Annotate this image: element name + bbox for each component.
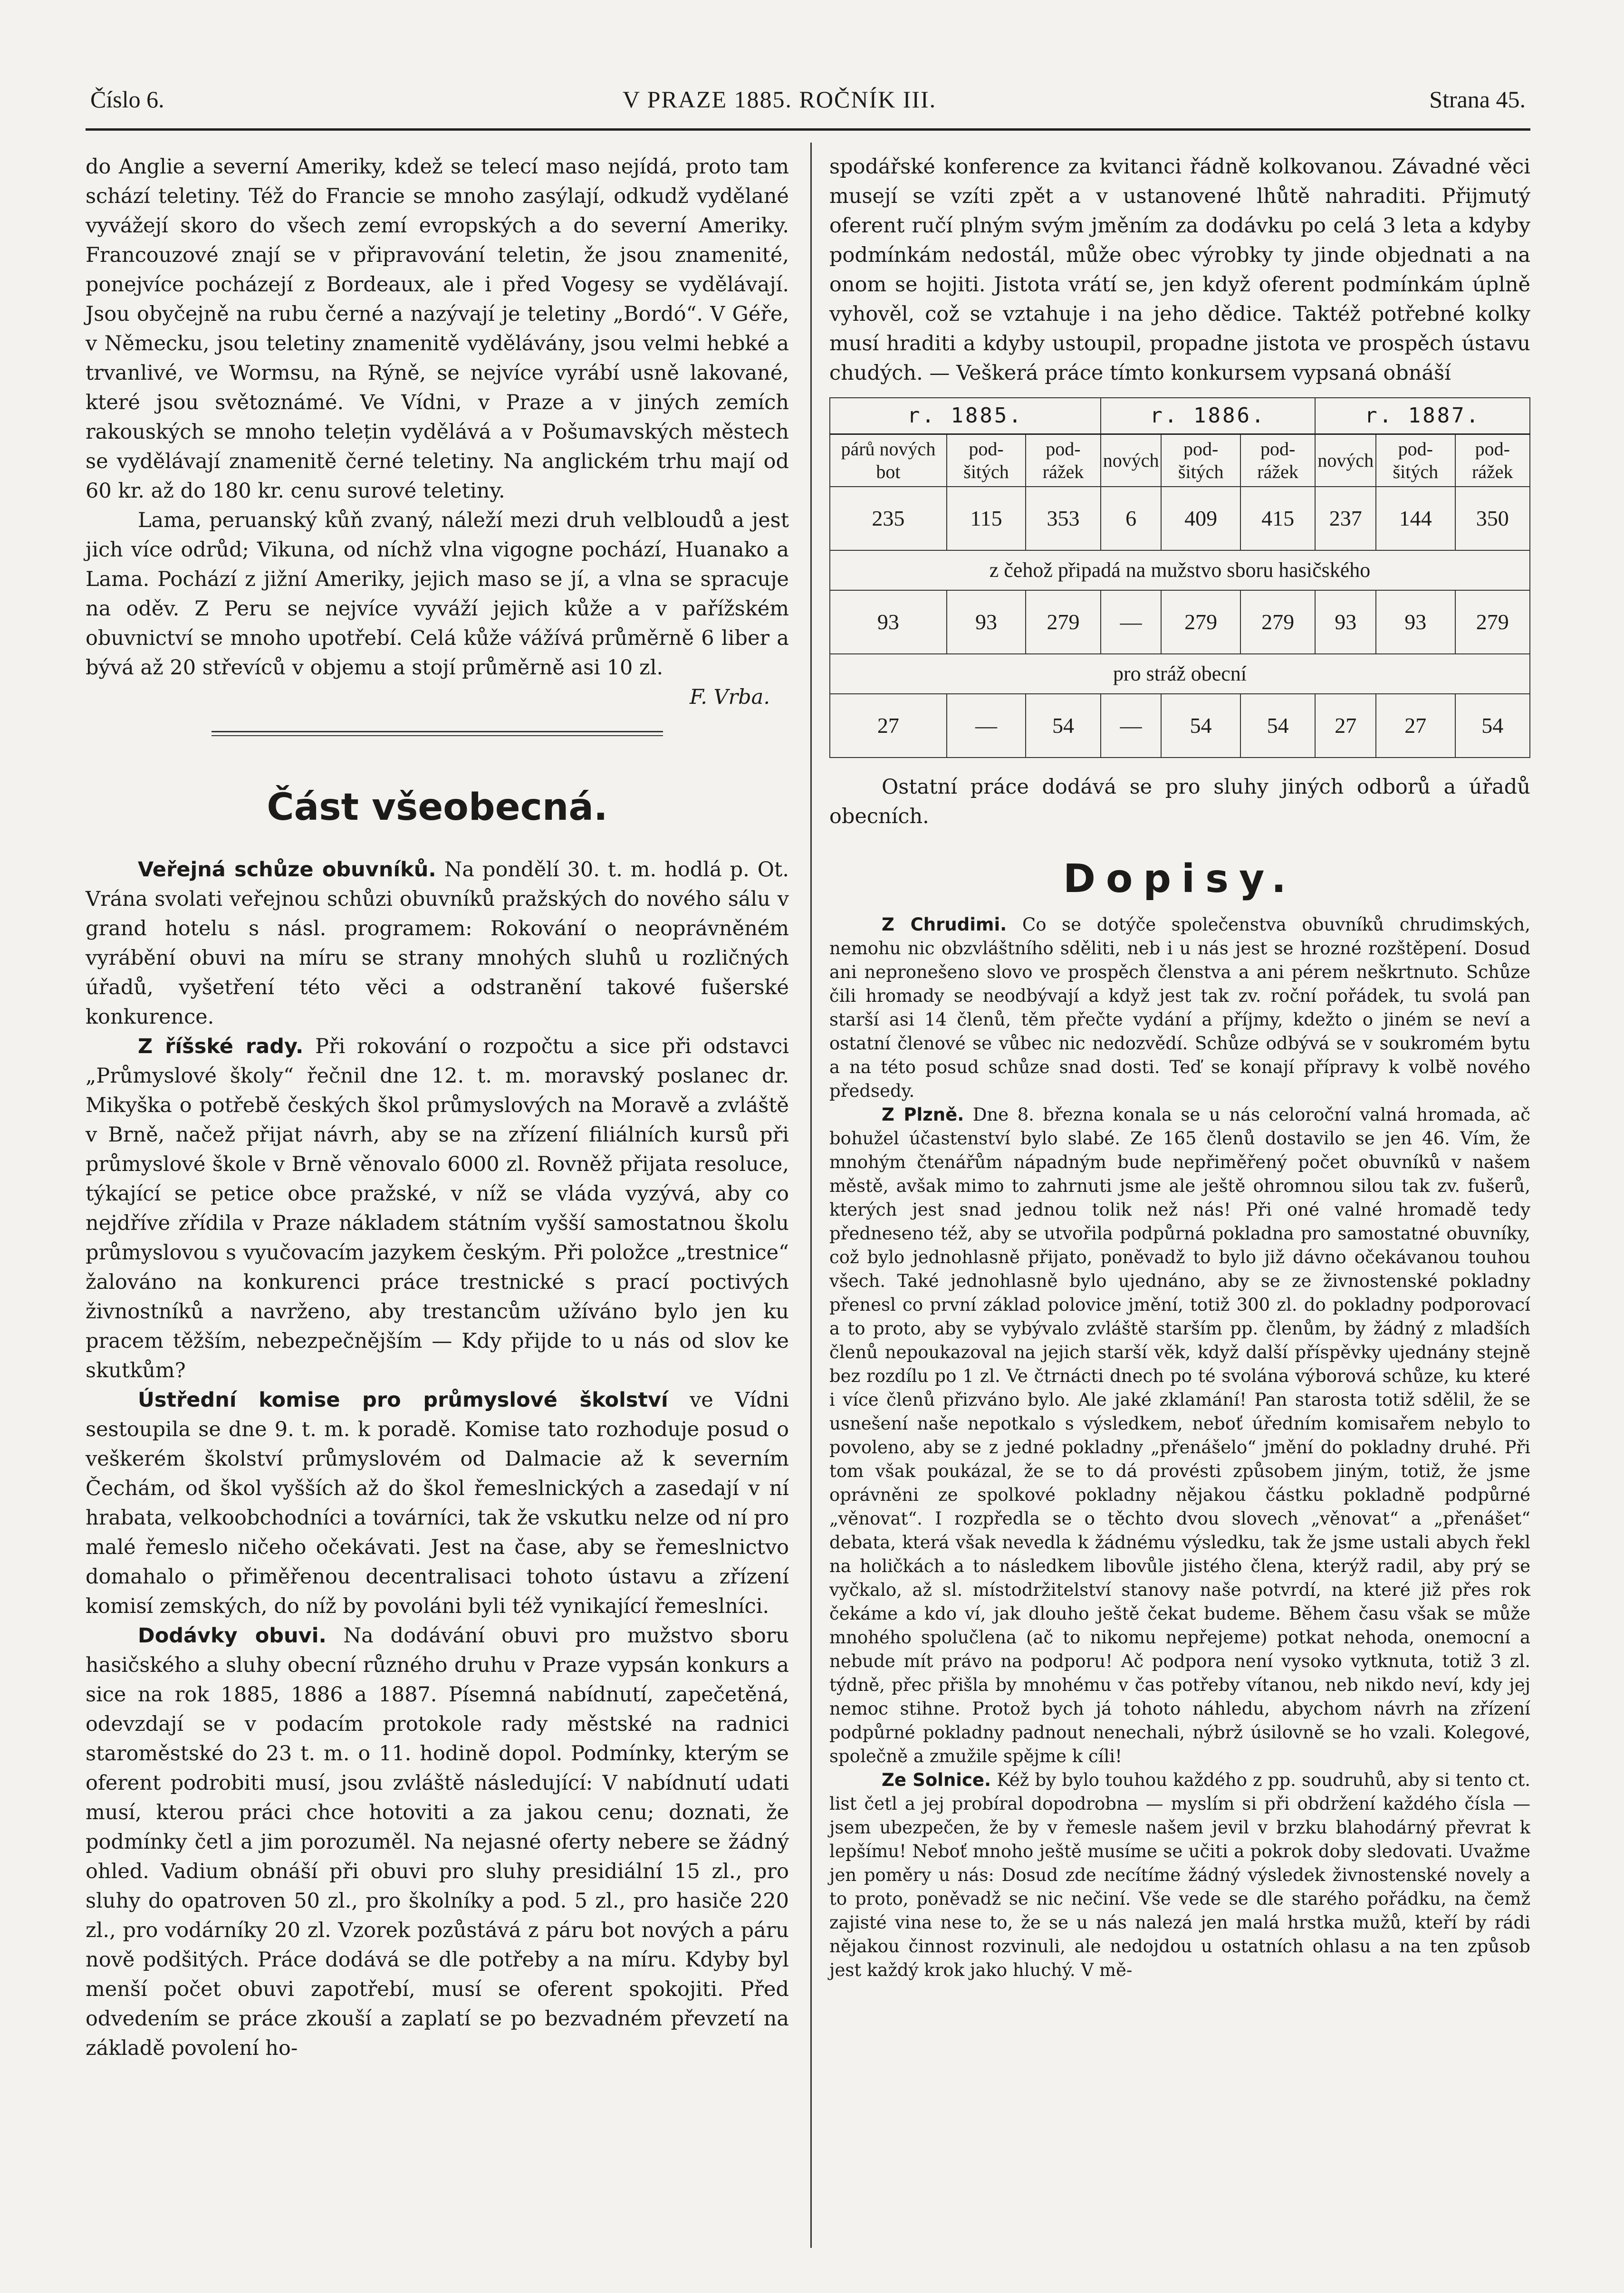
solnice-text: Kéž by bylo touhou každého z pp. soudruhů, aby si tento ct. list četl a jej probíral dopodrobna — myslím si při obdržení každého čísla — jsem ubezpečen, že by v řemesle našem jevil v brzku blahodárný převrat k lepšímu! Neboť mnoho ještě musíme se učiti a pokrok doby sledovati. Uvažme jen poměry u nás: Dosud zde necítíme žádný výsledek živnostenské novely a to proto, poněvadž se nic nečiní. Vše vede se dle starého pořádku, na čemž zajisté vina nese to, že se u nás nalezá jen malá hrstka mužů, kteří by rádi nějakou činnost rozvinuli, ale nedojdou u ostatních ohlasu a na ten způsob jest každý krok jako hluchý. V mě- [829,1770,1530,1980]
komise-lead: Ústřední komise pro průmyslové školství [138,1388,668,1412]
header-novych: nových [1315,434,1376,487]
letters-section [829,913,1530,1982]
solnice-lead: Ze Solnice. [882,1770,991,1790]
page-header [86,71,1530,114]
table-year-row [830,398,1530,434]
table-cell: 93 [830,590,947,654]
article-schuze [86,855,789,1032]
article-dodavky [86,1621,789,2063]
header-podsitych: pod-šitých [947,434,1026,487]
table-cell: 409 [1161,487,1240,550]
dopisy-title: Dopisy. [1063,856,1297,902]
letter-plzen [829,1103,1530,1768]
chrudim-text: Co se dotýče společenstva obuvníků chrudimských, nemohu nic obzvláštního sděliti, neb i u nás jest se hrozné rozštěpení. Dosud ani nepronešeno slovo ve prospěch členstva a ani pérem neškrtnuto. Schůze čili hromady se neodbývají a když jest tak zv. roční pořádek, tu svolá pan starší asi 14 členů, těm přečte vydání a příjmy, kdežto o jiném se neví a ostatní členové se vůbec nic nedozvědí. Schůze odbývá se v soukromém bytu a na této posud schůze snad dosti. Teď se konají přípravy k volbě nového předsedy. [829,914,1530,1101]
article-komise [86,1385,789,1621]
table-cell: 6 [1101,487,1162,550]
section-divider [211,731,663,736]
header-pairs: párů nových bot [830,434,947,487]
table-cell: — [947,694,1026,758]
column-divider [810,143,812,2248]
left-column [86,152,789,2063]
header-novych: nových [1101,434,1162,487]
table-cell: 27 [1376,694,1455,758]
masthead-title: V PRAZE 1885. ROČNÍK III. [623,86,937,113]
letter-chrudim [829,913,1530,1103]
section-title: Část všeobecná. [267,786,608,829]
table-row-hasic [830,590,1530,654]
table-cell: 93 [1315,590,1376,654]
article-rady [86,1032,789,1385]
header-razek: pod-rážek [1455,434,1530,487]
supply-table [829,397,1530,758]
komise-text: ve Vídni sestoupila se dne 9. t. m. k poradě. Komise tato rozhoduje posud o veškerém školství průmyslovém od Dalmacie až k severním Čechám, od škol vyšších až do škol řemeslnických a zasedají v ní hrabata, velkoobchodníci a továrníci, tak že vskutku nelze od ní pro malé řemeslo ničeho očekávati. Jest na čase, aby se řemeslnictvo domahalo o přiměřenou decentralisaci tohoto ústavu a zřízení komisí zemských, do níž by povoláni byli též vynikající řemeslníci. [86,1388,789,1618]
paragraph-teletiny: do Anglie a severní Ameriky, kdež se telecí maso nejídá, proto tam schází teletiny. Též do Francie se mnoho zasýlají, odkudž vydělané vyvážejí skoro do všech zemí evropských a do severní Ameriky. Francouzové znají se v připravování teletin, že jsou znamenité, ponejvíce pocházejí z Bordeaux, ale i před Vogesy se vydělávají. Jsou obyčejně na rubu černé a nazývají je teletiny „Bordó“. V Géře, v Německu, jsou teletiny znamenitě vydělávány, jsou velmi hebké a trvanlivé, ve Wormsu, na Rýně, se nejvíce vyrábí usně lakované, které jsou světoznámé. Ve Vídni, v Praze a v jiných zemích rakouských se mnoho telețin vydělává a v Pošumavských městech se vydělávají znamenitě černé teletiny. Na anglickém trhu mají od 60 kr. až do 180 kr. cenu surové teletiny. [86,155,789,503]
table-cell: 235 [830,487,947,550]
chrudim-lead: Z Chrudimi. [882,914,1007,935]
table-cell: 115 [947,487,1026,550]
hasic-caption: z čehož připadá na mužstvo sboru hasičského [830,550,1530,590]
page-number: Strana 45. [1429,86,1526,113]
header-rule [86,128,1530,131]
table-cell: 27 [830,694,947,758]
table-cell: 54 [1240,694,1315,758]
author-signature: F. Vrba. [690,685,770,709]
table-row-totals [830,487,1530,550]
table-cell: 54 [1455,694,1530,758]
rady-text: Při rokování o rozpočtu a sice při odstavci „Průmyslové školy“ řečnil dne 12. t. m. moravský poslanec dr. Mikyška o potřebě českých škol průmyslových na Moravě a zvláště v Brně, načež přijat návrh, aby se na zřízení filiálních kursů při průmyslové škole v Brně věnovalo 6000 zl. Rovněž přijata resoluce, týkající se petice obce pražské, v níž se vláda vyzývá, aby co nejdříve zřídila v Praze nákladem státním vyšší samostatnou školu průmyslovou s vyučovacím jazykem českým. Při položce „trestnice“ žalováno na konkurenci práce trestnické s prací poctivých živnostníků a navrženo, aby trestancům užíváno bylo jen ku pracem těžším, nebezpečnějším — Kdy přijde to u nás od slov ke skutkům? [86,1035,789,1382]
paragraph-lama [86,506,789,712]
straz-caption: pro stráž obecní [830,654,1530,694]
paragraph-konkurs: spodářské konference za kvitanci řádně kolkovanou. Závadné věci musejí se vzíti zpět a v ustanovené lhůtě nahraditi. Přijmutý oferent ručí plným svým jměním za dodávku po celá 3 leta a kdyby podmínkám nedostál, může obec výrobky ty jinde objednati a na onom se hojiti. Jistota vrátí se, jen když oferent podmínkám úplně vyhověl, což se vztahuje i na jeho dědice. Taktéž potřebné kolky musí hraditi a kdyby ustoupil, propadne jistota ve prospěch ústavu chudých. — Veškerá práce tímto konkursem vypsaná obnáší [829,155,1530,385]
table-cell: 54 [1161,694,1240,758]
table-cell: 279 [1240,590,1315,654]
table-cell: 144 [1376,487,1455,550]
year-1887: r. 1887. [1315,398,1530,434]
issue-number: Číslo 6. [90,86,164,113]
table-caption-hasic [830,550,1530,590]
table-caption-straz [830,654,1530,694]
table-cell: — [1101,694,1162,758]
table-cell: 54 [1026,694,1100,758]
rady-lead: Z říšské rady. [138,1035,304,1058]
header-razek: pod-rážek [1026,434,1100,487]
lama-text: Lama, peruanský kůň zvaný, náleží mezi druh velbloudů a jest jich více odrůd; Vikuna, od níchž vlna vigogne pochází, Huanako a Lama. Pochází z jižní Ameriky, jejich maso se jí, a vlna se spracuje na oděv. Z Peru se nejvíce vyváží jejich kůže a v pařížském obuvnictví se mnoho upotřebí. Celá kůže vážívá průměrně 6 liber a bývá až 20 střevíců v objemu a stojí průměrně asi 10 zl. [86,508,789,680]
paragraph-after-table: Ostatní práce dodává se pro sluhy jiných odborů a úřadů obecních. [829,775,1530,828]
table-header-row [830,434,1530,487]
table-cell: 279 [1026,590,1100,654]
year-1886: r. 1886. [1101,398,1316,434]
plzne-text: Dne 8. března konala se u nás celoroční valná hromada, ač bohužel účastenství bylo slabé. Ze 165 členů dostavilo se jen 46. Vím, že mnohým čtenářům nápadným bude nepřiměřený počet obuvníků v našem městě, avšak mimo to zahrnuti jsme ale ještě ohromnou silou tak zv. fušerů, kterých jest snad jednou tolik než nás! Při oné valné hromadě tedy předneseno též, aby se utvořila podpůrná pokladna pro samostatné obuvníky, což bylo jednohlasně přijato, poněvadž to bylo již dávno očekávanou touhou všech. Také jednohlasně bylo ujednáno, aby se ze živnostenské pokladny přenesl co první základ polovice jmění, totiž 300 zl. do pokladny podporovací a to proto, aby se vybývalo zvláště starším pp. členům, by žádný z mladších členů nepoukazoval na jejich starší věk, když další příspěvky ujednány stejně bez rozdílu po 1 zl. Ve čtrnácti dnech po té svolána výborová schůze, ku které i více členů přizváno bylo. Ale jaké zklamání! Pan starosta totiž sdělil, že se usnešení naše nepotkalo s výsledkem, neboť úředním komisařem nebylo to povoleno, aby se z jedné pokladny „přenášelo“ jmění do pokladny druhé. Při tom však poukázal, že se to dá provésti způsobem jiným, totiž, že jsme oprávněni ze spolkové pokladny nějakou částku pokladně podpůrné „věnovat“. I rozpředla se o těchto dvou slovech „věnovat“ a „přenášet“ debata, která však nevedla k žádnému výsledku, tak že jsme ustali abych řekl na holičkách a to následkem libovůle jistého člena, kterýž radil, aby prý se vyčkalo, až sl. místodržitelství stanovy naše potvrdí, na které již přes rok čekáme a kdo ví, jak dlouho ještě čekat budeme. Během času však se může mnohého spolučlena (ač to nikomu nepřejeme) potkat nehoda, onemocní a nebude mít právo na podporu! Ač podpora není vysoko vytknuta, totiž 3 zl. týdně, přec přišla by mnohému v čas potřeby vítanou, neb nikdo neví, kdy jej nemoc stihne. Protož bych já tohoto náhledu, abychom návrh na zřízení podpůrné pokladny padnout nenechali, nýbrž úsilovně se ho vzali. Kolegové, společně a zmužile spějme k cíli! [829,1104,1530,1766]
plzne-lead: Z Plzně. [882,1104,964,1125]
table-cell: 353 [1026,487,1100,550]
table-cell: 237 [1315,487,1376,550]
table-cell: 93 [947,590,1026,654]
dodavky-lead: Dodávky obuvi. [138,1624,327,1648]
header-razek: pod-rážek [1240,434,1315,487]
year-1885: r. 1885. [830,398,1101,434]
dodavky-text: Na dodávání obuvi pro mužstvo sboru hasičského a sluhy obecní různého druhu v Praze vypsán konkurs a sice na rok 1885, 1886 a 1887. Písemná nabídnutí, zapečetěná, odevzdají se v podacím protokole rady městské na radnici staroměstské do 23 t. m. o 11. hodině dopol. Podmínky, kterým se oferent podrobiti musí, jsou zvláště následující: V nabídnutí udati musí, kterou práci chce hotoviti a za jakou cenu; doznati, že podmínky četl a jim porozuměl. Na nejasné oferty nebere se žádný ohled. Vadium obnáší při obuvi pro sluhy presidiální 15 zl., pro sluhy do opatroven 50 zl., pro školníky a pod. 5 zl., pro hasiče 220 zl., pro vodárníky 20 zl. Vzorek pozůstává z páru bot nových a páru nově podšitých. Práce dodává se dle potřeby a na míru. Kdyby byl menší počet obuvi zapotřebí, musí se oferent spokojiti. Před odvedením se práce zkouší a zaplatí se po bezvadném převzetí na základě povolení ho- [86,1624,789,2060]
table-cell: 279 [1455,590,1530,654]
table-cell: 27 [1315,694,1376,758]
header-podsitych: pod-šitých [1376,434,1455,487]
table-cell: 415 [1240,487,1315,550]
schuze-lead: Veřejná schůze obuvníků. [138,858,436,882]
table-cell: 93 [1376,590,1455,654]
table-row-straz [830,694,1530,758]
table-cell: — [1101,590,1162,654]
table-cell: 350 [1455,487,1530,550]
letter-solnice [829,1768,1530,1982]
table-cell: 279 [1161,590,1240,654]
schuze-text: Na pondělí 30. t. m. hodlá p. Ot. Vrána svolati veřejnou schůzi obuvníků pražských do nového sálu v grand hotelu s násl. programem: Rokování o neoprávněném vyrábění obuvi na míru se strany mnohých sluhů u rozličných úřadů, vyšetření této věci a odstranění takové fušerské konkurence. [86,858,789,1029]
right-column [829,152,1530,1982]
header-podsitych: pod-šitých [1161,434,1240,487]
